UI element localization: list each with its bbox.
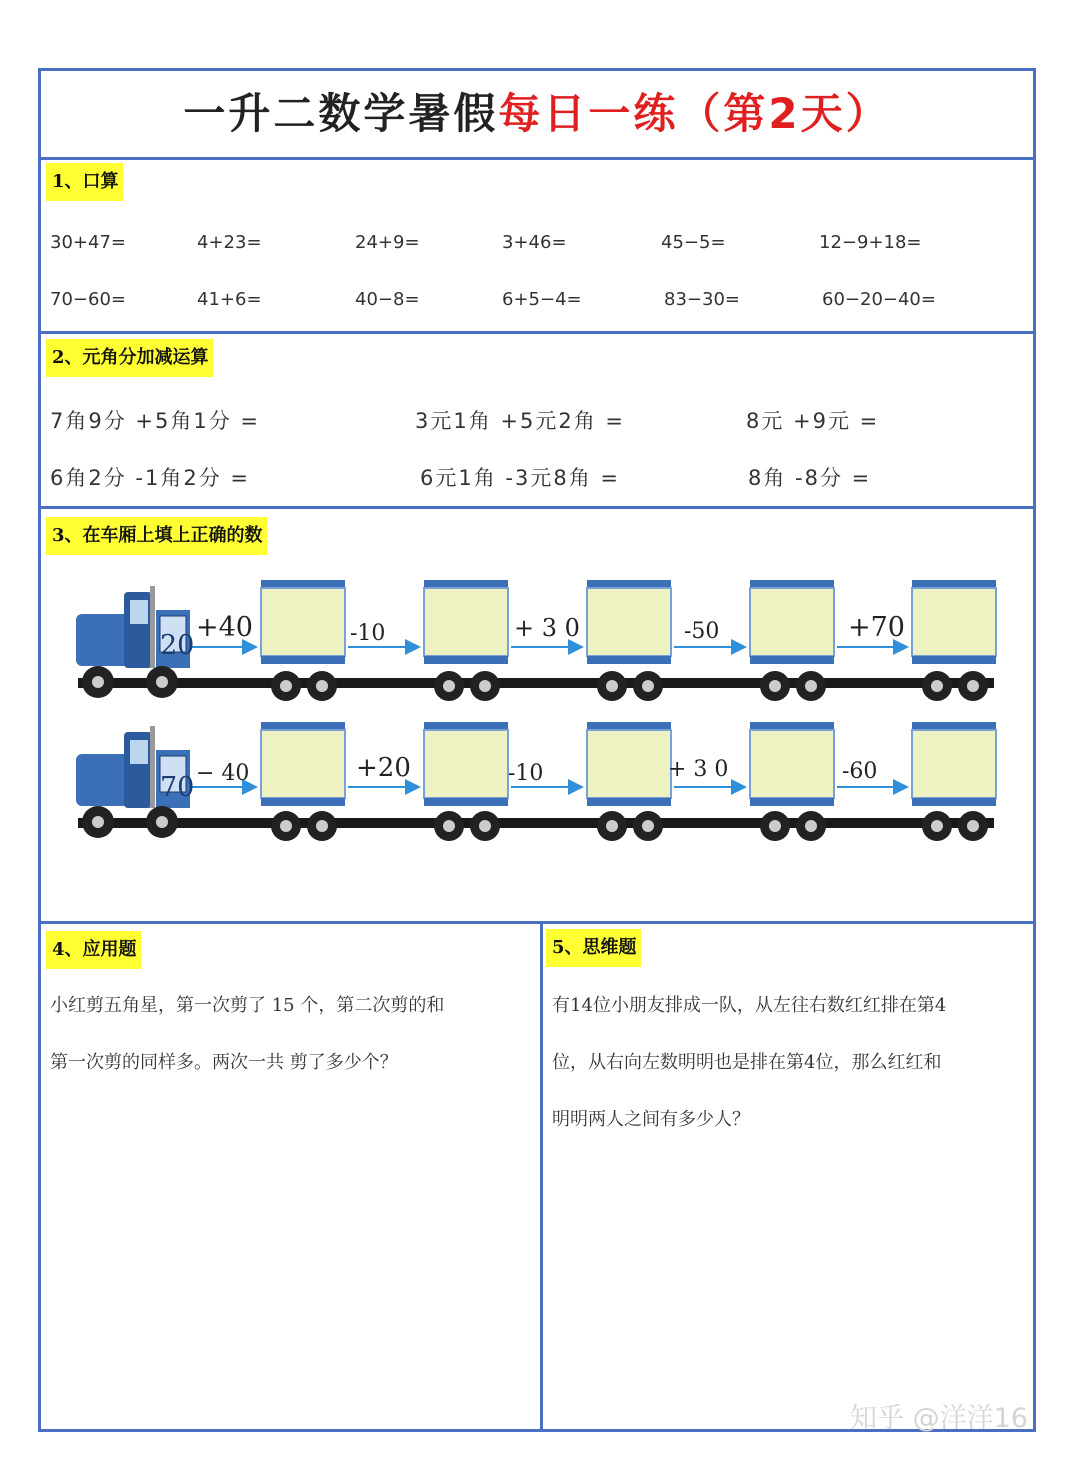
section2-heading: 2、元角分加减运算 [46,339,213,377]
section5-text [552,977,946,1148]
calc-2-4: 6+5−4= [502,289,582,310]
section5-line-3: 明明两人之间有多少人？ [552,1109,750,1130]
calc-1-2: 4+23= [197,232,262,253]
train-1-op-1: +40 [196,612,253,643]
train-2 [76,722,996,841]
section5-heading: 5、思维题 [546,929,641,967]
train-2-car [424,722,508,806]
train-1-op-5: +70 [848,612,905,643]
train-2-op-1: − 40 [196,761,250,786]
train-1-car [587,580,671,664]
train-1-car [261,580,345,664]
train-1-chassis [78,678,994,688]
train-1-op-2: -10 [350,621,386,646]
calc-2-2: 41+6= [197,289,262,310]
watermark: 知乎 @洋洋16 [850,1403,1028,1434]
money-1-1: 7角9分 +5角1分 = [50,409,260,433]
money-1-3: 8元 +9元 = [746,409,880,433]
train-1 [76,580,996,701]
section4-line-1: 小红剪五角星，第一次剪了 15 个，第二次剪的和 [50,995,445,1016]
calc-2-1: 70−60= [50,289,126,310]
calc-2-5: 83−30= [664,289,740,310]
section1-heading: 1、口算 [46,163,123,201]
train-2-car [750,722,834,806]
train-1-op-4: -50 [684,619,720,644]
train-2-op-4: + 3 0 [668,757,729,782]
train-2-op-5: -60 [842,759,878,784]
calc-2-3: 40−8= [355,289,420,310]
train-2-chassis [78,818,994,828]
train-2-car [912,722,996,806]
calc-1-5: 45−5= [661,232,726,253]
calc-1-3: 24+9= [355,232,420,253]
train-1-start: 20 [160,630,195,661]
train-1-op-3: + 3 0 [514,614,580,642]
calc-1-4: 3+46= [502,232,567,253]
train-2-car [261,722,345,806]
section4-text [50,977,444,1091]
train-1-car [750,580,834,664]
train-2-car [587,722,671,806]
calc-1-6: 12−9+18= [819,232,922,253]
money-2-3: 8角 -8分 = [748,466,872,490]
train-1-car [424,580,508,664]
train-2-op-2: +20 [356,753,411,783]
money-1-2: 3元1角 +5元2角 = [415,409,625,433]
section3-heading: 3、在车厢上填上正确的数 [46,517,267,555]
money-2-2: 6元1角 -3元8角 = [420,466,620,490]
section5-line-1: 有14位小朋友排成一队，从左往右数红红排在第4 [552,995,947,1016]
train-2-start: 70 [160,772,195,803]
section4-line-2: 第一次剪的同样多。两次一共 剪了多少个？ [50,1052,398,1073]
title-red: 每日一练（第2天） [498,89,891,138]
calc-2-6: 60−20−40= [822,289,936,310]
train-2-op-3: -10 [508,761,544,786]
money-2-1: 6角2分 -1角2分 = [50,466,250,490]
section5-line-2: 位，从右向左数明明也是排在第4位，那么红红和 [552,1052,942,1073]
calc-1-1: 30+47= [50,232,126,253]
train-1-car [912,580,996,664]
section4-heading: 4、应用题 [46,931,141,969]
title-black: 一升二数学暑假 [183,89,499,138]
